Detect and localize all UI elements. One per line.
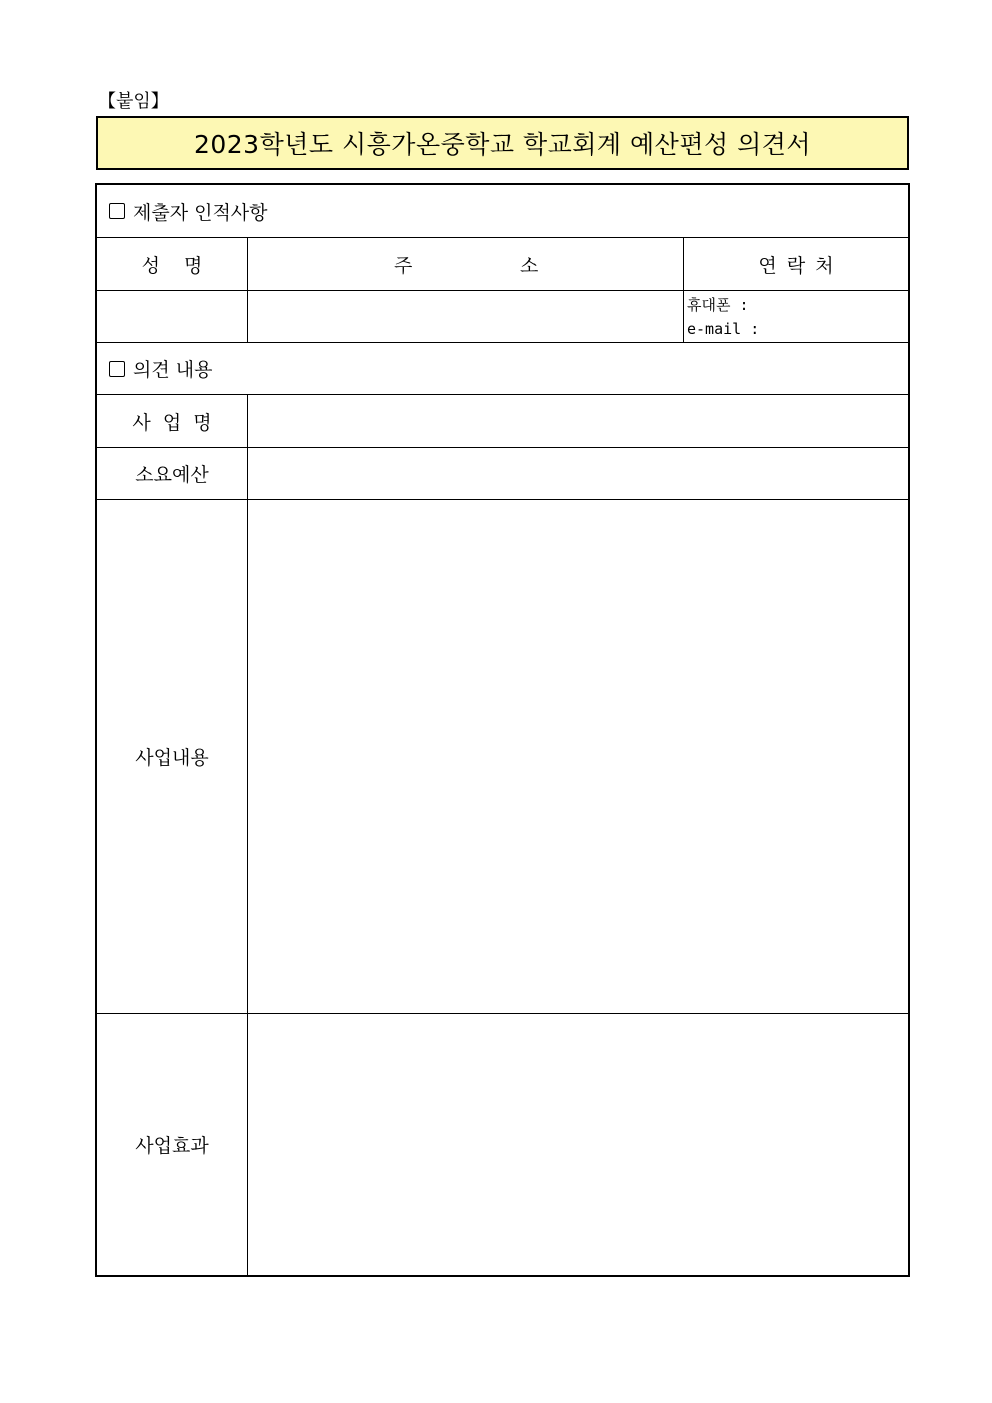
address-input-cell[interactable] (248, 291, 684, 342)
address-header-b: 소 (520, 254, 539, 277)
opinion-section-header (97, 343, 908, 395)
effect-row (97, 1014, 908, 1275)
project-name-input[interactable] (248, 395, 908, 447)
content-row (97, 500, 908, 1014)
effect-input[interactable] (248, 1014, 908, 1275)
checkbox-icon (109, 203, 125, 219)
checkbox-icon (109, 361, 125, 377)
content-label: 사업내용 (135, 747, 209, 769)
contact-input-cell[interactable] (684, 291, 908, 342)
submitter-section-title: 제출자 인적사항 (133, 201, 268, 224)
budget-label: 소요예산 (135, 464, 209, 486)
content-input[interactable] (248, 500, 908, 1013)
form-title (96, 116, 909, 170)
effect-label: 사업효과 (135, 1135, 209, 1157)
attachment-label: 【붙임】 (98, 91, 169, 112)
submitter-section-header (97, 185, 908, 238)
contact-header-cell (684, 238, 908, 290)
contact-header: 연 락 처 (758, 254, 834, 277)
form-title-text: 2023학년도 시흥가온중학교 학교회계 예산편성 의견서 (193, 130, 812, 159)
opinion-form (95, 183, 910, 1277)
name-header: 성 명 (141, 254, 203, 277)
submitter-info-row (97, 291, 908, 343)
budget-input[interactable] (248, 448, 908, 499)
project-name-row (97, 395, 908, 448)
opinion-section-title: 의견 내용 (133, 359, 213, 381)
address-header-a: 주 (394, 254, 413, 277)
email-field-label: e-mail : (687, 320, 760, 338)
phone-field-label: 휴대폰 : (687, 296, 749, 314)
budget-row (97, 448, 908, 500)
name-input-cell[interactable] (97, 291, 248, 342)
address-header-cell (248, 238, 684, 290)
project-name-label: 사 업 명 (132, 411, 212, 434)
submitter-column-headers (97, 238, 908, 291)
name-header-cell (97, 238, 248, 290)
